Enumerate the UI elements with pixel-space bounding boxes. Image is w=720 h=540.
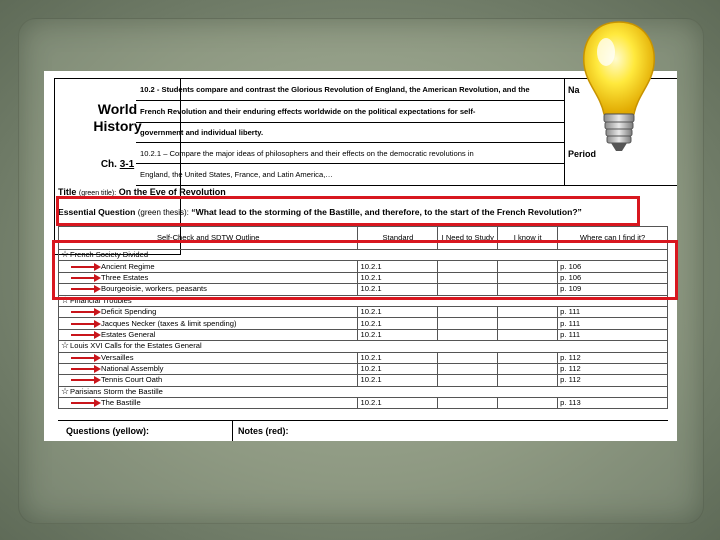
row-item: Jacques Necker (taxes & limit spending) xyxy=(101,318,237,328)
standard-line-1: 10.2 - Students compare and contrast the Glorious Revolution of England, the American Revolution, and the xyxy=(136,79,564,101)
row-need-study[interactable] xyxy=(438,318,498,329)
row-item: Ancient Regime xyxy=(101,261,155,271)
red-arrow-icon xyxy=(71,308,101,316)
row-page: p. 113 xyxy=(558,398,668,409)
row-item: Three Estates xyxy=(101,272,149,282)
section-title: Financial Troubles xyxy=(70,295,132,305)
light-bulb-icon xyxy=(574,14,664,174)
section-row xyxy=(59,386,668,397)
row-need-study[interactable] xyxy=(438,363,498,374)
row-page: p. 111 xyxy=(558,329,668,340)
row-standard: 10.2.1 xyxy=(358,363,438,374)
star-icon: ☆ xyxy=(61,249,70,260)
row-standard: 10.2.1 xyxy=(358,398,438,409)
row-page: p. 106 xyxy=(558,261,668,272)
row-page: p. 112 xyxy=(558,375,668,386)
period-label: Period xyxy=(568,149,597,159)
row-know-it[interactable] xyxy=(498,363,558,374)
row-item: National Assembly xyxy=(101,364,164,374)
row-know-it[interactable] xyxy=(498,352,558,363)
standards-box xyxy=(136,78,565,186)
standard-line-2: French Revolution and their enduring effects worldwide on the political expectations for self- xyxy=(136,101,564,123)
row-item: The Bastille xyxy=(101,398,141,408)
row-know-it[interactable] xyxy=(498,329,558,340)
table-row xyxy=(59,375,668,386)
star-icon: ☆ xyxy=(61,340,70,351)
notes-label: Notes (red): xyxy=(238,426,289,436)
star-icon: ☆ xyxy=(61,295,70,305)
red-arrow-icon xyxy=(71,354,101,362)
row-standard: 10.2.1 xyxy=(358,352,438,363)
row-standard: 10.2.1 xyxy=(358,318,438,329)
row-page: p. 112 xyxy=(558,363,668,374)
row-page: p. 112 xyxy=(558,352,668,363)
red-arrow-icon xyxy=(71,331,101,339)
table-row xyxy=(59,318,668,329)
header-need-study: I Need to Study xyxy=(438,227,498,250)
row-need-study[interactable] xyxy=(438,398,498,409)
row-item: Tennis Court Oath xyxy=(101,375,163,385)
header-outline: Self-Check and SDTW Outline xyxy=(59,227,358,250)
header-where: Where can I find it? xyxy=(558,227,668,250)
subject-line-2: History xyxy=(93,118,142,134)
row-standard: 10.2.1 xyxy=(358,375,438,386)
section-title: Louis XVI Calls for the Estates General xyxy=(70,341,202,351)
table-row xyxy=(59,352,668,363)
divider xyxy=(232,421,233,441)
title-hint: (green title): xyxy=(78,190,117,197)
row-need-study[interactable] xyxy=(438,352,498,363)
standard-line-4: 10.2.1 – Compare the major ideas of philosophers and their effects on the democratic revolutions in xyxy=(136,143,564,164)
section-title: Parisians Storm the Bastille xyxy=(70,386,163,396)
row-know-it[interactable] xyxy=(498,375,558,386)
table-row xyxy=(59,306,668,317)
row-item: Bourgeoisie, workers, peasants xyxy=(101,284,207,294)
row-standard: 10.2.1 xyxy=(358,261,438,272)
eq-label: Essential Question xyxy=(58,207,136,217)
chapter-prefix: Ch. xyxy=(100,159,120,170)
row-page: p. 106 xyxy=(558,272,668,283)
chapter-number: 3-1 xyxy=(119,159,135,170)
title-value: On the Eve of Revolution xyxy=(118,187,226,197)
row-need-study[interactable] xyxy=(438,306,498,317)
standard-line-5: England, the United States, France, and Latin America,… xyxy=(140,170,333,179)
section-row xyxy=(59,341,668,352)
row-page: p. 111 xyxy=(558,306,668,317)
table-row xyxy=(59,329,668,340)
row-know-it[interactable] xyxy=(498,398,558,409)
header-know-it: I know it xyxy=(498,227,558,250)
questions-label: Questions (yellow): xyxy=(66,426,150,436)
table-row xyxy=(59,398,668,409)
red-arrow-icon xyxy=(71,365,101,373)
eq-hint: (green thesis): xyxy=(137,208,189,217)
table-row xyxy=(59,363,668,374)
red-arrow-icon xyxy=(71,376,101,384)
standard-line-3: government and individual liberty. xyxy=(136,123,564,143)
row-standard: 10.2.1 xyxy=(358,272,438,283)
red-arrow-icon xyxy=(71,320,101,328)
row-know-it[interactable] xyxy=(498,306,558,317)
row-standard: 10.2.1 xyxy=(358,306,438,317)
row-item: Estates General xyxy=(101,329,156,339)
star-icon: ☆ xyxy=(61,386,70,396)
row-need-study[interactable] xyxy=(438,329,498,340)
row-need-study[interactable] xyxy=(438,375,498,386)
red-arrow-icon xyxy=(71,399,101,407)
header-standard: Standard xyxy=(358,227,438,250)
row-page: p. 109 xyxy=(558,284,668,295)
row-item: Deficit Spending xyxy=(101,307,157,317)
section-title: French Society Divided xyxy=(70,250,149,260)
bottom-notes-row xyxy=(58,420,668,441)
title-label: Title xyxy=(58,187,77,197)
subject-line-1: World xyxy=(97,101,138,117)
eq-value: “What lead to the storming of the Bastille, and therefore, to the start of the French Revolution?” xyxy=(191,207,582,217)
row-page: p. 111 xyxy=(558,318,668,329)
section-highlight xyxy=(52,240,678,300)
row-item: Versailles xyxy=(101,352,134,362)
row-standard: 10.2.1 xyxy=(358,329,438,340)
name-label: Na xyxy=(568,85,580,95)
essential-question-highlight xyxy=(56,196,640,226)
row-know-it[interactable] xyxy=(498,318,558,329)
row-standard: 10.2.1 xyxy=(358,284,438,295)
